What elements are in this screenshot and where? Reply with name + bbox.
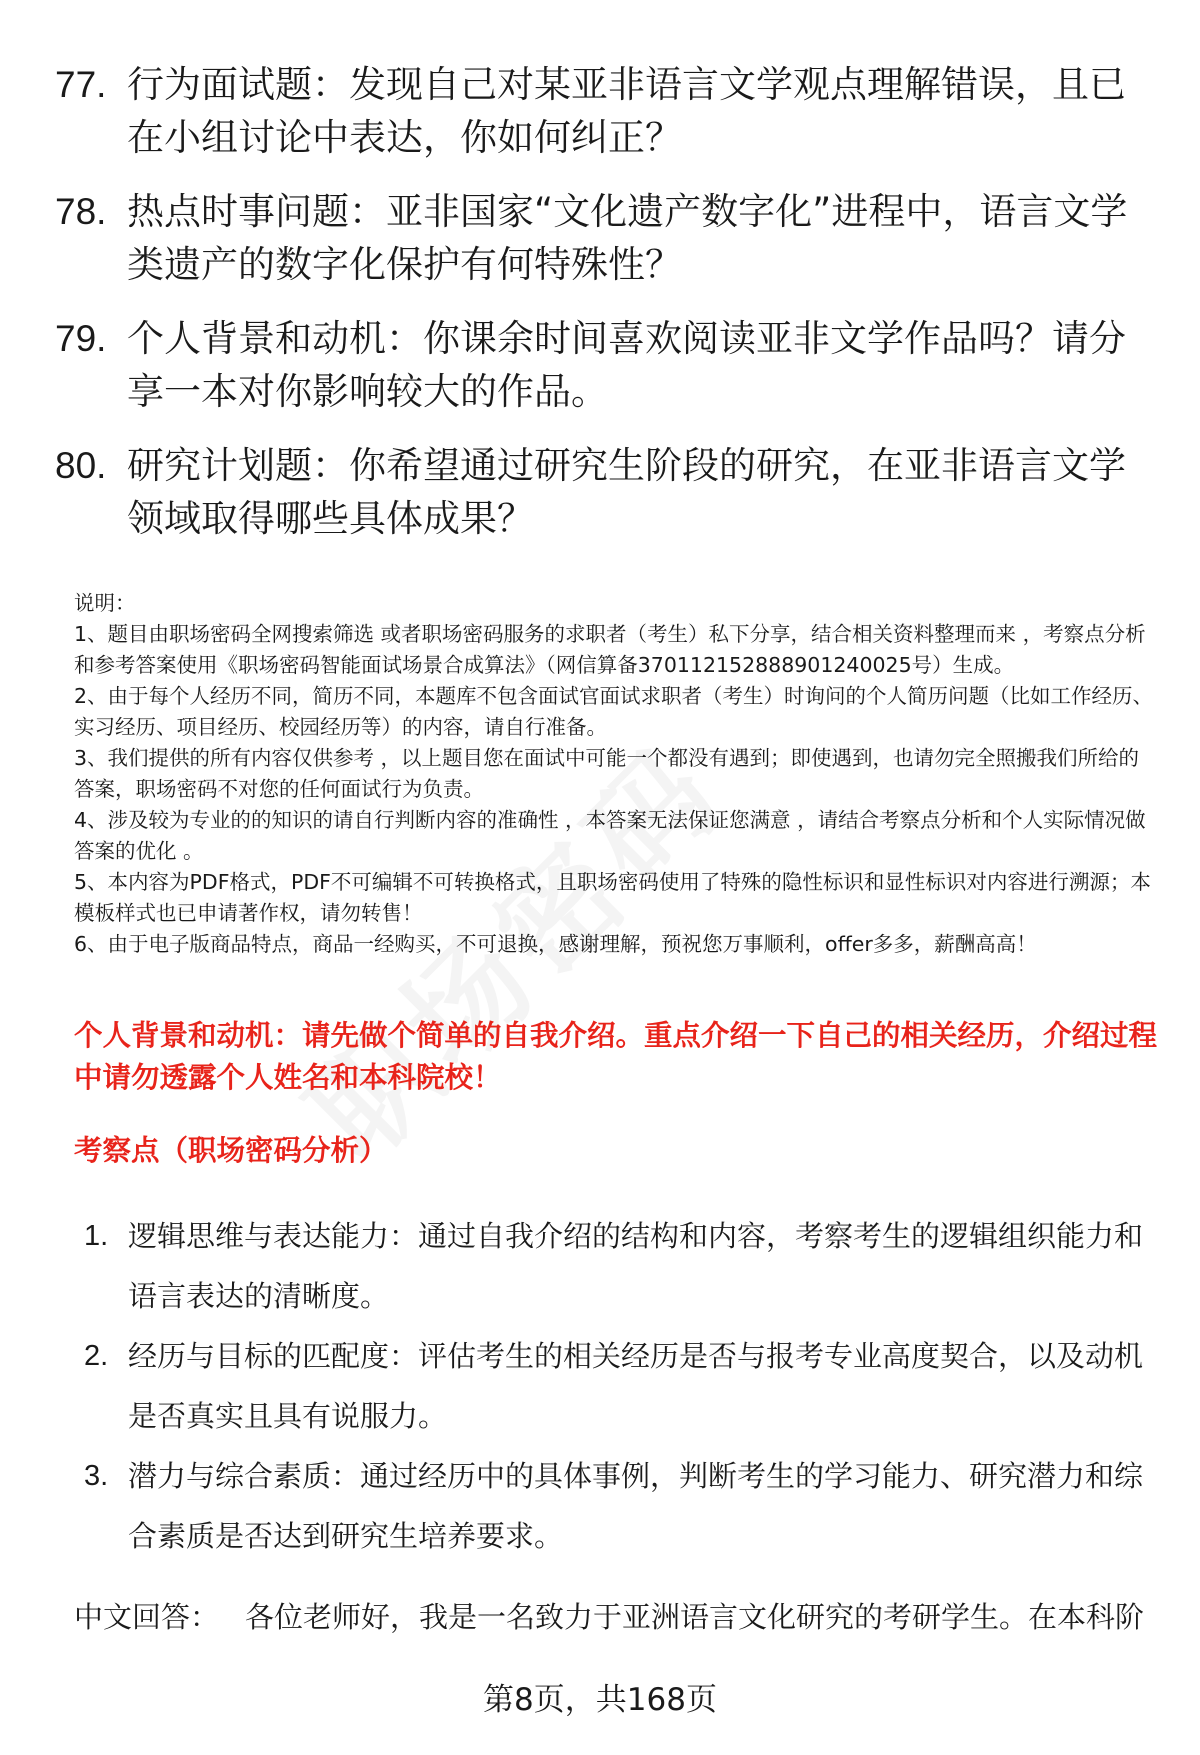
question-text: 研究计划题：你希望通过研究生阶段的研究，在亚非语言文学领域取得哪些具体成果？	[127, 444, 1126, 540]
note-item: 6、由于电子版商品特点，商品一经购买，不可退换，感谢理解，预祝您万事顺利，offer多多，薪酬高高！	[74, 932, 1037, 956]
question-number: 78.	[55, 191, 107, 232]
notes-section	[74, 588, 1159, 960]
point-item	[84, 1326, 1159, 1446]
question-text: 个人背景和动机：你课余时间喜欢阅读亚非文学作品吗？请分享一本对你影响较大的作品。	[127, 317, 1126, 413]
point-item	[84, 1446, 1159, 1566]
answer-text: 各位老师好，我是一名致力于亚洲语言文化研究的考研学生。在本科阶	[245, 1600, 1145, 1634]
point-text: 经历与目标的匹配度：评估考生的相关经历是否与报考专业高度契合，以及动机是否真实且具有说服力。	[128, 1339, 1144, 1433]
note-item: 1、题目由职场密码全网搜索筛选 或者职场密码服务的求职者（考生）私下分享，结合相关资料整理而来 ，考察点分析和参考答案使用《职场密码智能面试场景合成算法》（网信算备370112152888901240025号）生成。	[74, 622, 1146, 677]
question-item	[55, 312, 1145, 418]
background-question-heading: 个人背景和动机：请先做个简单的自我介绍。重点介绍一下自己的相关经历，介绍过程中请勿透露个人姓名和本科院校！	[74, 1019, 1158, 1094]
question-number: 79.	[55, 318, 107, 359]
question-item	[55, 439, 1145, 545]
kaochadian-heading: 考察点（职场密码分析）	[74, 1134, 388, 1167]
point-number: 3.	[84, 1460, 109, 1492]
kaochadian-points	[84, 1206, 1159, 1566]
note-item: 3、我们提供的所有内容仅供参考 ，以上题目您在面试中可能一个都没有遇到；即使遇到，也请勿完全照搬我们所给的答案，职场密码不对您的任何面试行为负责。	[74, 746, 1140, 801]
point-number: 2.	[84, 1340, 109, 1372]
point-item	[84, 1206, 1159, 1326]
point-text: 潜力与综合素质：通过经历中的具体事例，判断考生的学习能力、研究潜力和综合素质是否达到研究生培养要求。	[128, 1459, 1144, 1553]
question-text: 行为面试题：发现自己对某亚非语言文学观点理解错误，且已在小组讨论中表达，你如何纠正？	[127, 63, 1126, 159]
question-list	[55, 58, 1145, 566]
note-item: 2、由于每个人经历不同，简历不同，本题库不包含面试官面试求职者（考生）时询问的个人简历问题（比如工作经历、实习经历、项目经历、校园经历等）的内容，请自行准备。	[74, 684, 1154, 739]
note-item: 4、涉及较为专业的的知识的请自行判断内容的准确性 ，本答案无法保证您满意 ，请结合考察点分析和个人实际情况做答案的优化 。	[74, 808, 1146, 863]
notes-title: 说明：	[74, 591, 136, 615]
point-number: 1.	[84, 1220, 109, 1252]
question-number: 80.	[55, 445, 107, 486]
answer-paragraph	[74, 1595, 1164, 1639]
question-text: 热点时事问题：亚非国家“文化遗产数字化”进程中，语言文学类遗产的数字化保护有何特殊性？	[127, 190, 1128, 286]
question-item	[55, 185, 1145, 291]
point-text: 逻辑思维与表达能力：通过自我介绍的结构和内容，考察考生的逻辑组织能力和语言表达的清晰度。	[128, 1219, 1144, 1313]
note-item: 5、本内容为PDF格式，PDF不可编辑不可转换格式，且职场密码使用了特殊的隐性标识和显性标识对内容进行溯源；本模板样式也已申请著作权，请勿转售！	[74, 870, 1151, 925]
question-number: 77.	[55, 64, 107, 105]
answer-label: 中文回答：	[74, 1600, 220, 1634]
page-footer: 第8页，共168页	[483, 1682, 717, 1718]
question-item	[55, 58, 1145, 164]
